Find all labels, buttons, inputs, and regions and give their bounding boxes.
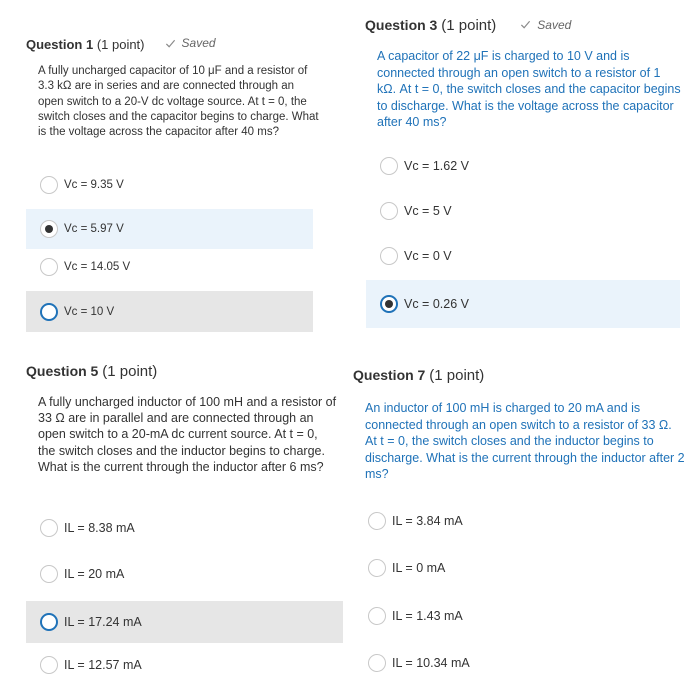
question-1-header <box>26 36 216 52</box>
option-label: Vc = 0.26 V <box>404 297 469 311</box>
answer-option[interactable] <box>26 651 343 679</box>
radio-button[interactable] <box>40 176 58 194</box>
option-label: Vc = 5 V <box>404 204 452 218</box>
radio-button[interactable] <box>368 654 386 672</box>
option-label: Vc = 5.97 V <box>64 223 124 235</box>
option-label: Vc = 9.35 V <box>64 179 124 191</box>
option-label: Vc = 10 V <box>64 305 115 318</box>
answer-option[interactable] <box>26 168 313 202</box>
question-title: Question 3 (1 point) <box>365 17 497 34</box>
answer-option[interactable] <box>354 554 680 582</box>
radio-button[interactable] <box>40 258 58 276</box>
answer-option[interactable] <box>366 197 680 225</box>
answer-option-focused[interactable] <box>26 291 313 332</box>
question-7-header <box>353 367 484 384</box>
question-title: Question 1 (1 point) <box>26 36 145 52</box>
question-text: A capacitor of 22 μF is charged to 10 V and is connected through an open switch to a resistor of 1 kΩ. At t = 0, the switch closes and the capacitor begins to discharge. What is the voltage across the capacitor after 40 ms? <box>377 49 681 130</box>
answer-option-selected[interactable] <box>26 209 313 249</box>
question-text: An inductor of 100 mH is charged to 20 mA and is connected through an open switch to a resistor of 33 Ω. At t = 0, the switch closes and the inductor begins to discharge. What is the current through the inductor after 2 ms? <box>365 401 685 482</box>
option-label: IL = 20 mA <box>64 567 125 581</box>
radio-button[interactable] <box>368 512 386 530</box>
option-label: Vc = 0 V <box>404 249 452 263</box>
question-3-header <box>365 17 571 34</box>
radio-button-focused[interactable] <box>40 303 58 321</box>
answer-option[interactable] <box>366 152 680 180</box>
radio-button-focused[interactable] <box>40 613 58 631</box>
radio-button[interactable] <box>368 559 386 577</box>
radio-button[interactable] <box>40 565 58 583</box>
option-label: IL = 12.57 mA <box>64 658 142 672</box>
answer-option[interactable] <box>354 507 680 535</box>
question-text: A fully uncharged inductor of 100 mH and a resistor of 33 Ω are in parallel and are connected through an open switch to a 20-mA dc current source. At t = 0, the switch closes and the inductor begins to charge. What is the current through the inductor after 6 ms? <box>38 395 337 474</box>
radio-button[interactable] <box>380 202 398 220</box>
question-title: Question 7 (1 point) <box>353 367 485 384</box>
option-label: Vc = 14.05 V <box>64 261 131 273</box>
check-icon <box>520 19 531 30</box>
radio-button[interactable] <box>380 247 398 265</box>
option-label: Vc = 1.62 V <box>404 159 469 173</box>
radio-button[interactable] <box>380 157 398 175</box>
answer-option[interactable] <box>26 250 313 284</box>
option-label: IL = 10.34 mA <box>392 656 470 670</box>
radio-button[interactable] <box>40 519 58 537</box>
radio-button[interactable] <box>368 607 386 625</box>
check-icon <box>165 38 176 49</box>
saved-status: Saved <box>165 36 216 50</box>
answer-option[interactable] <box>26 514 343 542</box>
answer-option[interactable] <box>26 560 343 588</box>
answer-option-focused[interactable] <box>26 601 343 643</box>
answer-option[interactable] <box>354 602 680 630</box>
option-label: IL = 8.38 mA <box>64 521 135 535</box>
option-label: IL = 0 mA <box>392 561 446 575</box>
question-title: Question 5 (1 point) <box>26 363 158 380</box>
radio-button[interactable] <box>40 656 58 674</box>
radio-button-selected[interactable] <box>40 220 58 238</box>
option-label: IL = 3.84 mA <box>392 514 463 528</box>
saved-status: Saved <box>520 18 571 32</box>
question-5-header <box>26 363 157 380</box>
option-label: IL = 17.24 mA <box>64 615 142 629</box>
answer-option-selected[interactable] <box>366 280 680 328</box>
option-label: IL = 1.43 mA <box>392 609 463 623</box>
radio-button-selected[interactable] <box>380 295 398 313</box>
answer-option[interactable] <box>366 242 680 270</box>
question-text: A fully uncharged capacitor of 10 μF and a resistor of 3.3 kΩ are in series and are connected through an open switch to a 20-V dc voltage source. At t = 0, the switch closes and the capacitor begins to charge. What is the voltage across the capacitor after 40 ms? <box>38 65 319 139</box>
answer-option[interactable] <box>354 649 680 677</box>
